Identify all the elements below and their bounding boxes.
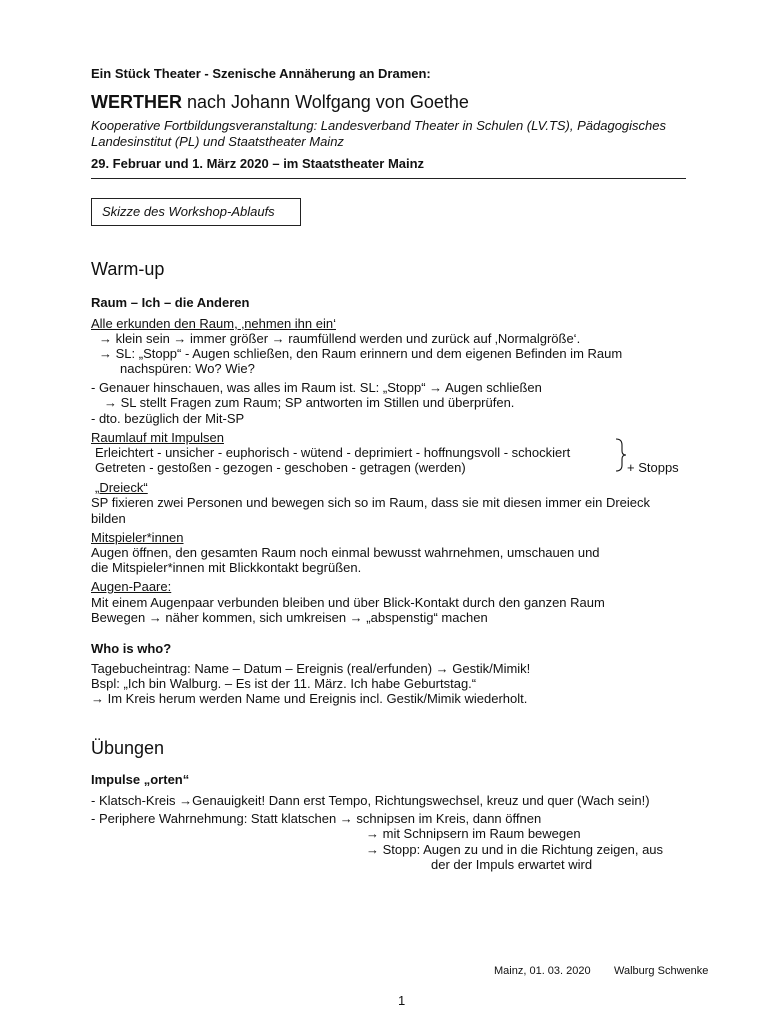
body-line: bilden: [91, 511, 126, 526]
body-line: nachspüren: Wo? Wie?: [120, 361, 255, 376]
who-heading: Who is who?: [91, 641, 172, 656]
body-line: Bspl: „Ich bin Walburg. – Es ist der 11. März. Ich habe Geburtstag.“: [91, 676, 477, 691]
body-line: der der Impuls erwartet wird: [431, 857, 593, 872]
curly-brace-icon: [614, 438, 628, 472]
body-line: Augen-Paare:: [91, 579, 172, 594]
body-line: + Stopps: [627, 460, 679, 475]
body-line: „Dreieck“: [95, 480, 148, 495]
body-line: Getreten - gestoßen - gezogen - geschoben - getragen (werden): [95, 460, 466, 475]
body-line: Bewegen → näher kommen, sich umkreisen → „abspenstig“ machen: [91, 610, 488, 625]
body-line: - Periphere Wahrnehmung: Statt klatschen → schnipsen im Kreis, dann öffnen: [91, 811, 542, 826]
section-heading-warmup: Warm-up: [91, 259, 165, 279]
impulse-heading: Impulse „orten“: [91, 772, 190, 787]
event-dates: 29. Februar und 1. März 2020 – im Staatstheater Mainz: [91, 156, 425, 171]
body-line: SP fixieren zwei Personen und bewegen sich so im Raum, dass sie mit diesen immer ein Dreieck: [91, 495, 651, 510]
footer-place-date: Mainz, 01. 03. 2020: [494, 965, 591, 977]
workshop-outline-label: Skizze des Workshop-Ablaufs: [102, 204, 275, 219]
body-line: - Klatsch-Kreis →Genauigkeit! Dann erst Tempo, Richtungswechsel, kreuz und quer (Wach sein!): [91, 793, 650, 808]
body-line: Augen öffnen, den gesamten Raum noch einmal bewusst wahrnehmen, umschauen und: [91, 545, 600, 560]
footer-author: Walburg Schwenke: [614, 965, 709, 977]
body-line: → klein sein → immer größer → raumfüllend werden und zurück auf ‚Normalgröße‘.: [99, 331, 581, 346]
subtitle-line-1: Kooperative Fortbildungsveranstaltung: Landesverband Theater in Schulen (LV.TS), Pädagogisches: [91, 118, 667, 133]
raum-heading: Raum – Ich – die Anderen: [91, 295, 250, 310]
body-line: → SL stellt Fragen zum Raum; SP antworten im Stillen und überprüfen.: [104, 395, 515, 410]
header-divider: [91, 178, 686, 179]
body-line: Erleichtert - unsicher - euphorisch - wütend - deprimiert - hoffnungsvoll - schockiert: [95, 445, 571, 460]
body-line: Tagebucheintrag: Name – Datum – Ereignis (real/erfunden) → Gestik/Mimik!: [91, 661, 531, 676]
document-title: [91, 91, 469, 113]
title-rest: nach Johann Wolfgang von Goethe: [182, 92, 469, 112]
body-line: → SL: „Stopp“ - Augen schließen, den Raum erinnern und dem eigenen Befinden im Raum: [99, 346, 623, 361]
section-heading-uebungen: Übungen: [91, 738, 165, 758]
body-line: die Mitspieler*innen mit Blickkontakt begrüßen.: [91, 560, 362, 575]
body-line: Raumlauf mit Impulsen: [91, 430, 224, 445]
body-line: Mit einem Augenpaar verbunden bleiben und über Blick-Kontakt durch den ganzen Raum: [91, 595, 605, 610]
body-line: - dto. bezüglich der Mit-SP: [91, 411, 245, 426]
body-line: Alle erkunden den Raum, ‚nehmen ihn ein‘: [91, 316, 336, 331]
subtitle-line-2: Landesinstitut (PL) und Staatstheater Mainz: [91, 134, 344, 149]
body-line: → mit Schnipsern im Raum bewegen: [366, 826, 581, 841]
title-bold: WERTHER: [91, 92, 182, 112]
supertitle: Ein Stück Theater - Szenische Annäherung an Dramen:: [91, 66, 431, 81]
body-line: → Stopp: Augen zu und in die Richtung zeigen, aus: [366, 842, 664, 857]
body-line: - Genauer hinschauen, was alles im Raum ist. SL: „Stopp“ → Augen schließen: [91, 380, 542, 395]
page-number: 1: [398, 993, 406, 1008]
body-line: → Im Kreis herum werden Name und Ereignis incl. Gestik/Mimik wiederholt.: [91, 691, 528, 706]
body-line: Mitspieler*innen: [91, 530, 184, 545]
